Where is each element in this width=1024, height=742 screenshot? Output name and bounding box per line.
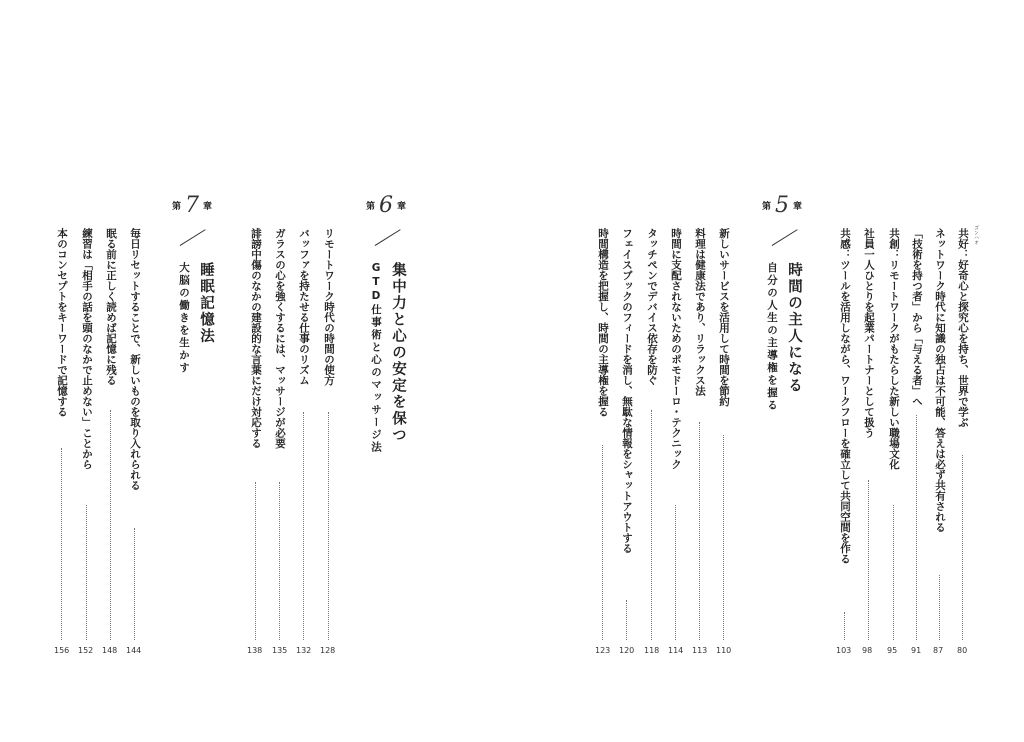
leader-dots [279, 482, 280, 640]
leader-dots [939, 575, 940, 640]
toc-entry-5-12[interactable]: 時間構造を把握し、時間の主導権を握る [597, 228, 609, 417]
chapter-5-subtitle: 自分の人生の主導権を握る [766, 262, 778, 412]
page-number: 152 [78, 646, 94, 655]
leader-dots [699, 422, 700, 640]
toc-entry-5-1[interactable]: 共好：好奇心と探究心を持ち、世界で学ぶ [957, 228, 969, 428]
page-number: 156 [54, 646, 70, 655]
chapter-6-subtitle: GTD仕事術と心のマッサージ法 [370, 262, 382, 454]
page-number: 148 [102, 646, 118, 655]
leader-dots [86, 505, 87, 640]
page-number: 103 [836, 646, 852, 655]
page-number: 80 [957, 646, 968, 655]
toc-entry-6-1[interactable]: リモートワーク時代の時間の使方 [323, 228, 335, 386]
chapter-number: 6 [379, 193, 394, 218]
chapter-number: 7 [185, 193, 200, 218]
leader-dots [61, 448, 62, 640]
chapter-5-label [762, 193, 802, 218]
page-number: 128 [320, 646, 336, 655]
chapter-5-slash [772, 229, 798, 246]
leader-dots [328, 412, 329, 640]
toc-entry-7-3[interactable]: 練習は「相手の話を頭のなかで止めない」ことから [81, 228, 93, 470]
page-number: 123 [595, 646, 611, 655]
page-number: 135 [272, 646, 288, 655]
page-number: 120 [619, 646, 635, 655]
chapter-prefix: 第 [366, 202, 376, 212]
leader-dots [303, 412, 304, 640]
leader-dots [602, 445, 603, 640]
leader-dots [134, 528, 135, 640]
page-number: 95 [887, 646, 898, 655]
page-number: 91 [911, 646, 922, 655]
chapter-suffix: 章 [793, 202, 803, 212]
chapter-7-slash [180, 229, 206, 246]
toc-entry-5-9[interactable]: 時間に支配されないためのポモドーロ・テクニック [670, 228, 682, 470]
ruby-gonhao: ゴンハオ [973, 225, 979, 245]
chapter-prefix: 第 [762, 202, 772, 212]
leader-dots [626, 600, 627, 640]
toc-entry-5-3[interactable]: 「技術を持つ者」から「与える者」へ [911, 228, 923, 407]
toc-entry-5-5[interactable]: 社員一人ひとりを起業パートナーとして扱う [863, 228, 875, 438]
chapter-7-label [172, 193, 212, 218]
leader-dots [893, 505, 894, 640]
chapter-suffix: 章 [397, 202, 407, 212]
toc-entry-7-1[interactable]: 毎日リセットすることで、新しいものを取り入れられる [129, 228, 141, 491]
page-number: 144 [126, 646, 142, 655]
page-number: 114 [668, 646, 684, 655]
page-number: 87 [933, 646, 944, 655]
leader-dots [255, 482, 256, 640]
chapter-6-title: 集中力と心の安定を保つ [390, 262, 406, 444]
toc-entry-5-6[interactable]: 共感：ツールを活用しながら、ワークフローを確立して共同空間を作る [839, 228, 851, 564]
toc-entry-7-2[interactable]: 眠る前に正しく読めば記憶に残る [105, 228, 117, 386]
chapter-6-label [366, 193, 406, 218]
chapter-number: 5 [775, 193, 790, 218]
leader-dots [110, 410, 111, 640]
toc-entry-5-4[interactable]: 共創：リモートワークがもたらした新しい職場文化 [888, 228, 900, 470]
page-number: 118 [644, 646, 660, 655]
chapter-6-slash [375, 229, 401, 246]
page-number: 110 [716, 646, 732, 655]
page-number: 132 [296, 646, 312, 655]
leader-dots [723, 435, 724, 640]
leader-dots [962, 455, 963, 640]
chapter-7-subtitle: 大脳の働きを生かす [178, 262, 190, 375]
toc-entry-5-11[interactable]: フェイスブックのフィードを消し、無駄な情報をシャットアウトする [621, 228, 633, 554]
leader-dots [916, 415, 917, 640]
toc-entry-5-10[interactable]: タッチペンでデバイス依存を防ぐ [646, 228, 658, 386]
toc-entry-6-4[interactable]: 誹謗中傷のなかの建設的な言葉にだけ対応する [250, 228, 262, 449]
leader-dots [651, 410, 652, 640]
leader-dots [868, 480, 869, 640]
toc-entry-6-3[interactable]: ガラスの心を強くするには、マッサージが必要 [274, 228, 286, 449]
chapter-suffix: 章 [203, 202, 213, 212]
page-number: 113 [692, 646, 708, 655]
chapter-5-title: 時間の主人になる [786, 262, 802, 394]
toc-entry-6-2[interactable]: バッファを持たせる仕事のリズム [298, 228, 310, 386]
toc-entry-5-7[interactable]: 新しいサービスを活用して時間を節約 [718, 228, 730, 407]
toc-entry-5-2[interactable]: ネットワーク時代に知識の独占は不可能、答えは必ず共有される [934, 228, 946, 533]
page-number: 138 [247, 646, 263, 655]
toc-entry-5-8[interactable]: 料理は健康法であり、リラックス法 [694, 228, 706, 396]
leader-dots [844, 612, 845, 640]
chapter-7-title: 睡眠記憶法 [198, 262, 214, 345]
chapter-prefix: 第 [172, 202, 182, 212]
leader-dots [675, 505, 676, 640]
toc-entry-7-4[interactable]: 本のコンセプトをキーワードで記憶する [56, 228, 68, 417]
page-number: 98 [862, 646, 873, 655]
